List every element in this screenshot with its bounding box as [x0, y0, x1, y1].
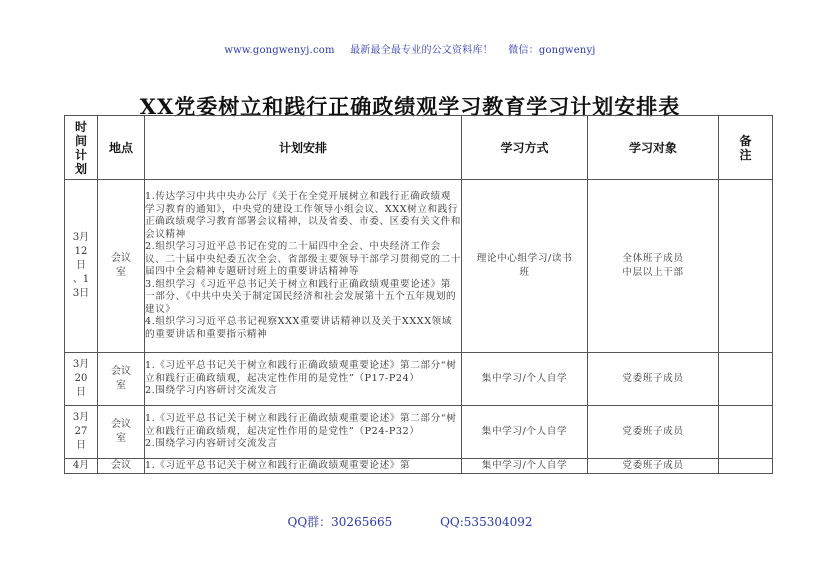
header-time-char: 划 — [74, 161, 87, 176]
plan-item: 3.组织学习《习近平总书记关于树立和践行正确政绩观重要论述》第一部分、《中共中央关于制定国民经济和社会发展第十五个五年规划的建议》 — [145, 278, 457, 315]
remark-cell — [719, 406, 773, 459]
method-cell — [462, 406, 588, 459]
place-line: 会议 — [111, 366, 131, 377]
target-cell — [588, 353, 719, 406]
header-remark-char: 备 — [739, 133, 752, 148]
qq-text: QQ:535304092 — [440, 515, 533, 529]
method-line: 班 — [519, 267, 530, 278]
target-line: 中层以上干部 — [622, 267, 684, 278]
header-watermark — [0, 41, 820, 56]
date-line: 20 — [74, 373, 88, 384]
date-cell — [65, 406, 98, 459]
date-line: 27 — [74, 426, 88, 437]
footer-watermark — [0, 513, 820, 530]
target-cell — [588, 459, 719, 474]
date-line: 日 — [76, 260, 86, 271]
header-time-char: 间 — [74, 133, 87, 148]
target-cell — [588, 180, 719, 353]
date-line: 3月 — [72, 359, 90, 370]
plan-item: 1.《习近平总书记关于树立和践行正确政绩观重要论述》第 — [145, 459, 411, 471]
study-plan-table — [64, 115, 773, 474]
header-time — [65, 116, 98, 180]
table-row — [65, 180, 773, 353]
table-header-row — [65, 116, 773, 180]
place-cell — [98, 406, 145, 459]
document-title: XX党委树立和践行正确政绩观学习教育学习计划安排表 — [139, 94, 681, 119]
table-row — [65, 459, 773, 474]
target-line: 全体班子成员 — [622, 253, 684, 264]
method-cell — [462, 180, 588, 353]
date-line: 日 — [76, 387, 86, 398]
plan-cell — [145, 406, 462, 459]
target-line: 党委班子成员 — [622, 426, 684, 437]
place-cell — [98, 180, 145, 353]
header-remark — [719, 116, 773, 180]
site-link[interactable]: www.gongwenyj.com — [224, 45, 335, 56]
header-method: 学习方式 — [462, 116, 588, 180]
method-line: 集中学习/个人自学 — [481, 426, 568, 437]
plan-cell — [145, 180, 462, 353]
wechat-text: 微信：gongwenyj — [508, 45, 596, 56]
date-line: 日 — [76, 440, 86, 451]
date-line: 、1 — [72, 274, 90, 285]
plan-cell — [145, 353, 462, 406]
place-line: 会议 — [111, 253, 131, 264]
header-remark-char: 注 — [739, 147, 752, 162]
place-line: 室 — [116, 267, 126, 278]
place-line: 会议 — [111, 419, 131, 430]
plan-item: 1.《习近平总书记关于树立和践行正确政绩观重要论述》第二部分“树立和践行正确政绩观，起决定性作用的是党性”（P17-P24） — [145, 360, 457, 384]
remark-cell — [719, 459, 773, 474]
date-line: 3月 — [72, 412, 90, 423]
target-line: 党委班子成员 — [622, 373, 684, 384]
header-target: 学习对象 — [588, 116, 719, 180]
method-line: 集中学习/个人自学 — [481, 460, 568, 471]
table-row — [65, 406, 773, 459]
header-place: 地点 — [98, 116, 145, 180]
header-plan: 计划安排 — [145, 116, 462, 180]
target-line: 党委班子成员 — [622, 460, 684, 471]
date-line: 3日 — [72, 288, 90, 299]
plan-item: 1.传达学习中共中央办公厅《关于在全党开展树立和践行正确政绩观学习教育的通知》，中央党的建设工作领导小组会议、XXX树立和践行正确政绩观学习教育部署会议精神，以及省委、市委、区委有关文件和会议精神 — [145, 191, 462, 240]
date-cell — [65, 180, 98, 353]
plan-item: 2.围绕学习内容研讨交流发言 — [145, 385, 278, 397]
remark-cell — [719, 353, 773, 406]
remark-cell — [719, 180, 773, 353]
target-cell — [588, 406, 719, 459]
plan-cell — [145, 459, 462, 474]
header-time-char: 计 — [74, 147, 87, 162]
place-line: 室 — [116, 380, 126, 391]
place-cell — [98, 353, 145, 406]
place-cell — [98, 459, 145, 474]
table-row — [65, 353, 773, 406]
place-line: 会议 — [111, 460, 131, 471]
method-cell — [462, 353, 588, 406]
date-line: 4月 — [72, 460, 90, 471]
qq-group-text: QQ群：30265665 — [287, 515, 393, 529]
plan-item: 4.组织学习习近平总书记视察XXX重要讲话精神以及关于XXXX领域的重要讲话和重要指示精神 — [145, 316, 453, 340]
slogan-text: 最新最全最专业的公文资料库！ — [350, 45, 493, 56]
date-cell — [65, 459, 98, 474]
header-time-char: 时 — [74, 119, 87, 134]
plan-item: 1.《习近平总书记关于树立和践行正确政绩观重要论述》第二部分“树立和践行正确政绩观，起决定性作用的是党性”（P24-P32） — [145, 413, 457, 437]
plan-item: 2.组织学习习近平总书记在党的二十届四中全会、中央经济工作会议、二十届中央纪委五次全会、省部级主要领导干部学习贯彻党的二十届四中全会精神专题研讨班上的重要讲话精神等 — [145, 241, 462, 277]
plan-item: 2.围绕学习内容研讨交流发言 — [145, 438, 278, 450]
method-line: 集中学习/个人自学 — [481, 373, 568, 384]
date-cell — [65, 353, 98, 406]
date-line: 12 — [74, 246, 88, 257]
method-cell — [462, 459, 588, 474]
place-line: 室 — [116, 433, 126, 444]
date-line: 3月 — [72, 232, 90, 243]
method-line: 理论中心组学习/读书 — [476, 253, 573, 264]
